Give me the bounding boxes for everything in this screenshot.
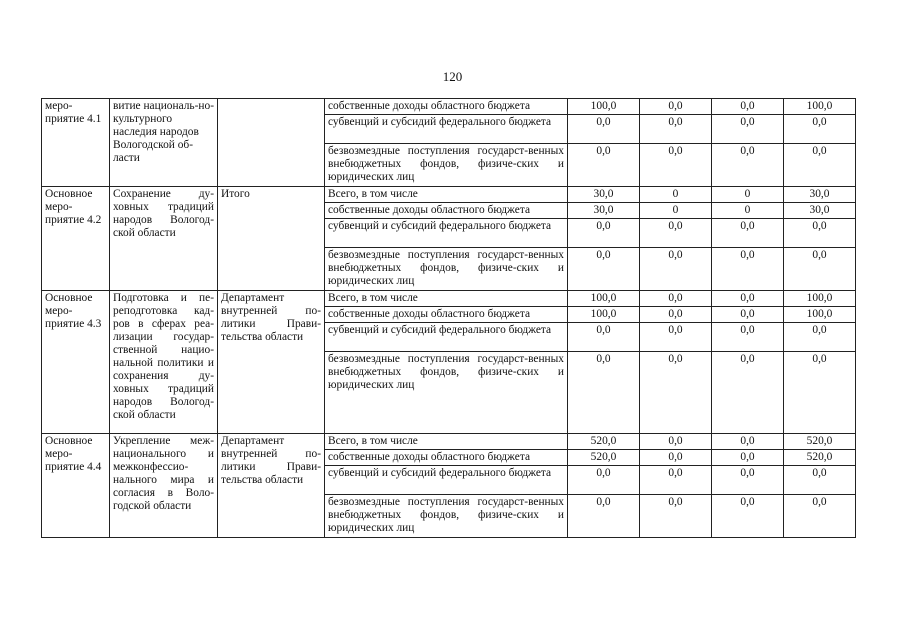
source-cell: собственные доходы областного бюджета bbox=[325, 99, 568, 115]
source-cell: субвенций и субсидий федерального бюджета bbox=[325, 219, 568, 248]
value-cell: 0,0 bbox=[568, 466, 640, 495]
value-cell: 0,0 bbox=[568, 115, 640, 144]
value-cell: 0,0 bbox=[640, 466, 712, 495]
budget-table bbox=[41, 98, 856, 538]
value-cell: 520,0 bbox=[784, 434, 856, 450]
value-cell: 520,0 bbox=[568, 434, 640, 450]
source-cell: безвозмездные поступления государст-венных внебюджетных фондов, физиче-ских и юридических лиц bbox=[325, 352, 568, 434]
value-cell: 100,0 bbox=[568, 99, 640, 115]
value-cell: 0,0 bbox=[712, 495, 784, 538]
value-cell: 0,0 bbox=[712, 466, 784, 495]
value-cell: 0,0 bbox=[640, 144, 712, 187]
value-cell: 0,0 bbox=[640, 495, 712, 538]
value-cell: 0,0 bbox=[712, 352, 784, 434]
source-cell: Всего, в том числе bbox=[325, 291, 568, 307]
value-cell: 0,0 bbox=[712, 450, 784, 466]
value-cell: 0,0 bbox=[712, 99, 784, 115]
value-cell: 520,0 bbox=[568, 450, 640, 466]
event-cell: Основное меро-приятие 4.2 bbox=[42, 187, 110, 291]
event-cell: Основное меро-приятие 4.4 bbox=[42, 434, 110, 538]
table-row bbox=[42, 291, 856, 307]
value-cell: 0,0 bbox=[784, 248, 856, 291]
source-cell: собственные доходы областного бюджета bbox=[325, 203, 568, 219]
value-cell: 0,0 bbox=[784, 115, 856, 144]
value-cell: 0,0 bbox=[784, 495, 856, 538]
value-cell: 0,0 bbox=[712, 219, 784, 248]
source-cell: Всего, в том числе bbox=[325, 187, 568, 203]
responsible-cell: Департамент внутренней по-литики Прави-тельства области bbox=[218, 434, 325, 538]
value-cell: 0,0 bbox=[784, 323, 856, 352]
value-cell: 0,0 bbox=[712, 248, 784, 291]
value-cell: 0,0 bbox=[568, 219, 640, 248]
responsible-cell bbox=[218, 99, 325, 187]
value-cell: 0,0 bbox=[784, 466, 856, 495]
value-cell: 0,0 bbox=[568, 248, 640, 291]
table-row bbox=[42, 187, 856, 203]
value-cell: 0,0 bbox=[640, 307, 712, 323]
value-cell: 0,0 bbox=[784, 219, 856, 248]
value-cell: 30,0 bbox=[568, 187, 640, 203]
value-cell: 100,0 bbox=[784, 99, 856, 115]
event-name-cell: Укрепление меж-национального и межконфессио-нального мира и согласия в Воло-годской области bbox=[110, 434, 218, 538]
value-cell: 0,0 bbox=[712, 307, 784, 323]
source-cell: субвенций и субсидий федерального бюджета bbox=[325, 115, 568, 144]
value-cell: 0,0 bbox=[784, 144, 856, 187]
table-row bbox=[42, 434, 856, 450]
value-cell: 30,0 bbox=[784, 203, 856, 219]
value-cell: 0,0 bbox=[640, 115, 712, 144]
value-cell: 0,0 bbox=[568, 352, 640, 434]
value-cell: 0,0 bbox=[712, 434, 784, 450]
source-cell: собственные доходы областного бюджета bbox=[325, 450, 568, 466]
value-cell: 100,0 bbox=[568, 307, 640, 323]
value-cell: 30,0 bbox=[568, 203, 640, 219]
source-cell: безвозмездные поступления государст-венных внебюджетных фондов, физиче-ских и юридических лиц bbox=[325, 248, 568, 291]
value-cell: 0 bbox=[640, 203, 712, 219]
value-cell: 100,0 bbox=[784, 291, 856, 307]
value-cell: 0,0 bbox=[640, 434, 712, 450]
value-cell: 0,0 bbox=[640, 219, 712, 248]
value-cell: 0 bbox=[712, 187, 784, 203]
value-cell: 0,0 bbox=[568, 495, 640, 538]
value-cell: 0,0 bbox=[640, 291, 712, 307]
value-cell: 100,0 bbox=[784, 307, 856, 323]
event-cell: Основное меро-приятие 4.3 bbox=[42, 291, 110, 434]
page-number: 120 bbox=[442, 69, 463, 84]
value-cell: 0,0 bbox=[640, 450, 712, 466]
value-cell: 100,0 bbox=[568, 291, 640, 307]
value-cell: 0,0 bbox=[712, 144, 784, 187]
value-cell: 0,0 bbox=[568, 144, 640, 187]
value-cell: 30,0 bbox=[784, 187, 856, 203]
value-cell: 0,0 bbox=[640, 99, 712, 115]
event-name-cell: Сохранение ду-ховных традиций народов Вологод-ской области bbox=[110, 187, 218, 291]
value-cell: 0,0 bbox=[640, 248, 712, 291]
value-cell: 0,0 bbox=[568, 323, 640, 352]
source-cell: субвенций и субсидий федерального бюджета bbox=[325, 466, 568, 495]
responsible-cell: Итого bbox=[218, 187, 325, 291]
responsible-cell: Департамент внутренней по-литики Прави-тельства области bbox=[218, 291, 325, 434]
value-cell: 0,0 bbox=[712, 115, 784, 144]
source-cell: безвозмездные поступления государст-венных внебюджетных фондов, физиче-ских и юридических лиц bbox=[325, 144, 568, 187]
value-cell: 0 bbox=[712, 203, 784, 219]
source-cell: безвозмездные поступления государст-венных внебюджетных фондов, физиче-ских и юридических лиц bbox=[325, 495, 568, 538]
value-cell: 0,0 bbox=[712, 323, 784, 352]
value-cell: 0,0 bbox=[640, 323, 712, 352]
table-row bbox=[42, 99, 856, 115]
event-name-cell: Подготовка и пе-реподготовка кад-ров в сферах реа-лизации государ-ственной нацио-нальной политики и сохранения ду-ховных традиций народов Вологод-ской области bbox=[110, 291, 218, 434]
value-cell: 520,0 bbox=[784, 450, 856, 466]
value-cell: 0,0 bbox=[640, 352, 712, 434]
source-cell: собственные доходы областного бюджета bbox=[325, 307, 568, 323]
source-cell: Всего, в том числе bbox=[325, 434, 568, 450]
value-cell: 0,0 bbox=[784, 352, 856, 434]
source-cell: субвенций и субсидий федерального бюджета bbox=[325, 323, 568, 352]
event-cell: меро-приятие 4.1 bbox=[42, 99, 110, 187]
event-name-cell: витие националь-но-культурного наследия народов Вологодской об-ласти bbox=[110, 99, 218, 187]
value-cell: 0 bbox=[640, 187, 712, 203]
value-cell: 0,0 bbox=[712, 291, 784, 307]
